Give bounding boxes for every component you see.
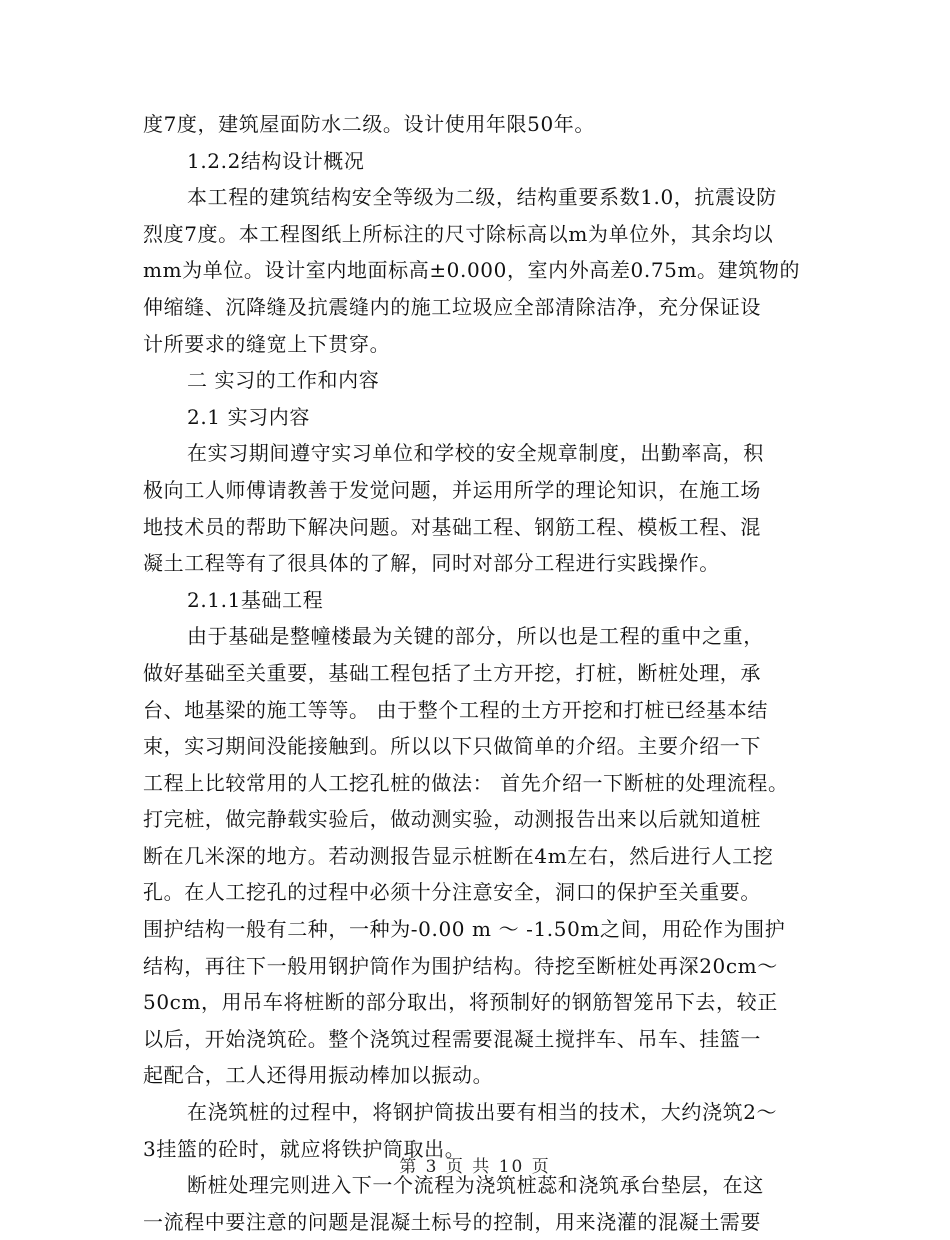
text-line: 做好基础至关重要，基础工程包括了土方开挖，打桩，断桩处理，承 [143,660,761,685]
text-line: 台、地基梁的施工等等。 由于整个工程的土方开挖和打桩已经基本结 [143,697,768,722]
text-line: 一流程中要注意的问题是混凝土标号的控制，用来浇灌的混凝土需要 [143,1209,761,1234]
text-line: 50cm，用吊车将桩断的部分取出，将预制好的钢筋智笼吊下去，较正 [143,990,778,1015]
text-line: 断桩处理完则进入下一个流程为浇筑桩蕊和浇筑承台垫层，在这 [187,1173,764,1198]
text-line: 二 实习的工作和内容 [187,368,380,393]
text-line: 1.2.2结构设计概况 [187,148,365,173]
text-line: 烈度7度。本工程图纸上所标注的尺寸除标高以m为单位外，其余均以 [143,221,774,246]
text-line: 孔。在人工挖孔的过程中必须十分注意安全，洞口的保护至关重要。 [143,880,761,905]
text-line: 在实习期间遵守实习单位和学校的安全规章制度，出勤率高，积 [187,441,764,466]
text-line: 结构，再往下一般用钢护筒作为围护结构。待挖至断桩处再深20cm～ [143,953,778,978]
text-line: 打完桩，做完静载实验后，做动测实验，动测报告出来以后就知道桩 [143,807,761,832]
text-line: 由于基础是整幢楼最为关键的部分，所以也是工程的重中之重， [187,624,764,649]
text-line: 断在几米深的地方。若动测报告显示桩断在4m左右，然后进行人工挖 [143,843,774,868]
page-footer: 第 3 页 共 10 页 [399,1157,551,1177]
text-line: 2.1.1基础工程 [187,587,324,612]
text-line: 工程上比较常用的人工挖孔桩的做法： 首先介绍一下断桩的处理流程。 [143,770,789,795]
body-text [143,106,823,1240]
text-line: 凝土工程等有了很具体的了解，同时对部分工程进行实践操作。 [143,551,720,576]
text-line: 围护结构一般有二种，一种为-0.00 m ～ -1.50m之间，用砼作为围护 [143,917,786,942]
text-line: 地技术员的帮助下解决问题。对基础工程、钢筋工程、模板工程、混 [143,514,761,539]
text-line: 极向工人师傅请教善于发觉问题，并运用所学的理论知识，在施工场 [143,477,761,502]
text-line: 本工程的建筑结构安全等级为二级，结构重要系数1.0，抗震设防 [187,185,777,210]
text-line: 束，实习期间没能接触到。所以以下只做简单的介绍。主要介绍一下 [143,734,761,759]
text-line: 计所要求的缝宽上下贯穿。 [143,331,391,356]
text-line: 2.1 实习内容 [187,404,310,429]
text-line: 伸缩缝、沉降缝及抗震缝内的施工垃圾应全部清除洁净，充分保证设 [143,294,761,319]
text-line: 起配合，工人还得用振动棒加以振动。 [143,1063,494,1088]
text-line: 3挂篮的砼时，就应将铁护筒取出。 [143,1136,466,1161]
text-line: 以后，开始浇筑砼。整个浇筑过程需要混凝土搅拌车、吊车、挂篮一 [143,1026,761,1051]
text-line: 在浇筑桩的过程中，将钢护筒拔出要有相当的技术，大约浇筑2～ [187,1100,778,1125]
text-line: mm为单位。设计室内地面标高±0.000，室内外高差0.75m。建筑物的 [143,258,801,283]
text-line: 度7度，建筑屋面防水二级。设计使用年限50年。 [143,112,595,136]
